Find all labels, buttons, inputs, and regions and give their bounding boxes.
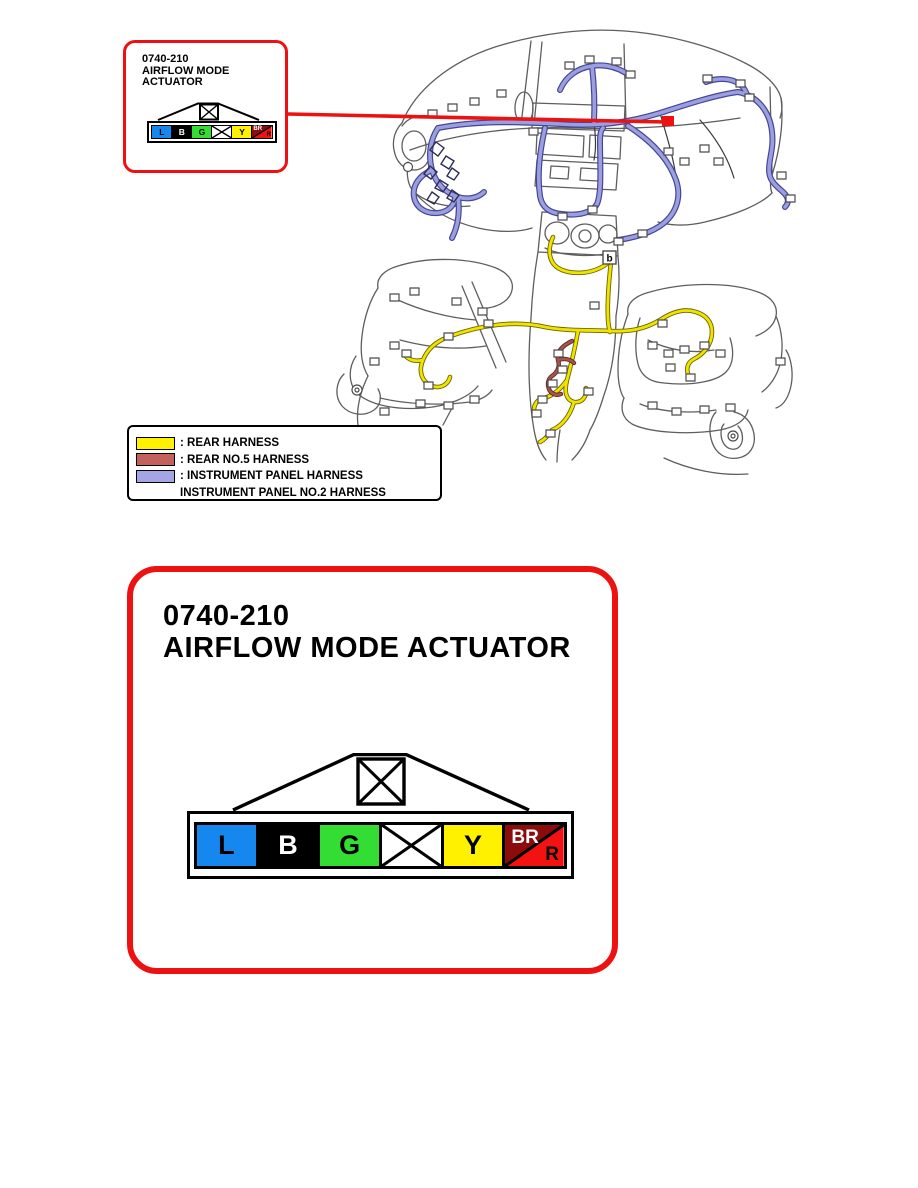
pin-y-label: Y (464, 829, 483, 860)
legend-row-rear (136, 435, 440, 452)
svg-text:b: b (606, 253, 613, 265)
pin-b-label: B (178, 127, 185, 137)
legend-row-rear5 (136, 452, 440, 469)
pin-l (194, 822, 259, 869)
callout-box-small (123, 40, 288, 173)
pin-br-r (502, 822, 567, 869)
pin-b-label: B (278, 829, 298, 860)
pin-g-label: G (339, 829, 361, 860)
legend-label-rear: : REAR HARNESS (180, 437, 280, 450)
callout-code: 0740-210 (142, 53, 189, 65)
legend-swatch-ip (136, 470, 175, 483)
legend-label-rear5: : REAR NO.5 HARNESS (180, 453, 310, 466)
connector-body-small (147, 121, 277, 143)
pin-g (317, 822, 382, 869)
pin-l (151, 125, 173, 139)
pin-crossed (379, 822, 444, 869)
legend-label-ip: : INSTRUMENT PANEL HARNESS (180, 470, 363, 483)
pin-y-label: Y (239, 127, 245, 137)
pin-y (441, 822, 506, 869)
pin-b (171, 125, 193, 139)
connector-roof-large (187, 753, 574, 811)
pin-br-label: BR (511, 826, 539, 848)
callout-box-large (127, 566, 618, 974)
pin-br-r (251, 125, 273, 139)
callout-name: AIRFLOW MODE ACTUATOR (142, 64, 230, 88)
instrument-panel-harness (414, 65, 788, 240)
pin-y (231, 125, 253, 139)
legend-label-ip2: INSTRUMENT PANEL NO.2 HARNESS (180, 486, 386, 499)
pin-l-label: L (218, 829, 235, 860)
callout-title (142, 54, 285, 89)
pin-g (191, 125, 213, 139)
connector-diagram-large (187, 753, 574, 879)
legend-swatch-rear5 (136, 453, 175, 466)
pin-crossed (211, 125, 233, 139)
connector-roof-small (147, 102, 277, 121)
detail-code: 0740-210 (163, 600, 290, 632)
pin-b (256, 822, 321, 869)
legend-row-ip2 (136, 485, 440, 502)
pin-g-label: G (198, 127, 206, 137)
pin-br-label: BR (253, 126, 263, 132)
crossed-cell-icon (382, 825, 441, 866)
connector-diagram-small (147, 102, 277, 143)
detail-name: AIRFLOW MODE ACTUATOR (163, 632, 571, 664)
pin-l-label: L (159, 127, 165, 137)
crossed-cell-icon (212, 126, 232, 138)
vehicle-harness-diagram (280, 15, 815, 480)
marker-b (603, 251, 616, 265)
legend-swatch-spacer (136, 486, 175, 499)
connector-body-large (187, 811, 574, 879)
detail-title (163, 600, 571, 664)
pin-r-label: R (266, 132, 271, 138)
harness-connector-boxes (370, 56, 795, 437)
legend-swatch-rear (136, 437, 175, 450)
harness-legend (127, 425, 442, 501)
pin-r-label: R (545, 843, 560, 865)
legend-row-ip (136, 468, 440, 485)
